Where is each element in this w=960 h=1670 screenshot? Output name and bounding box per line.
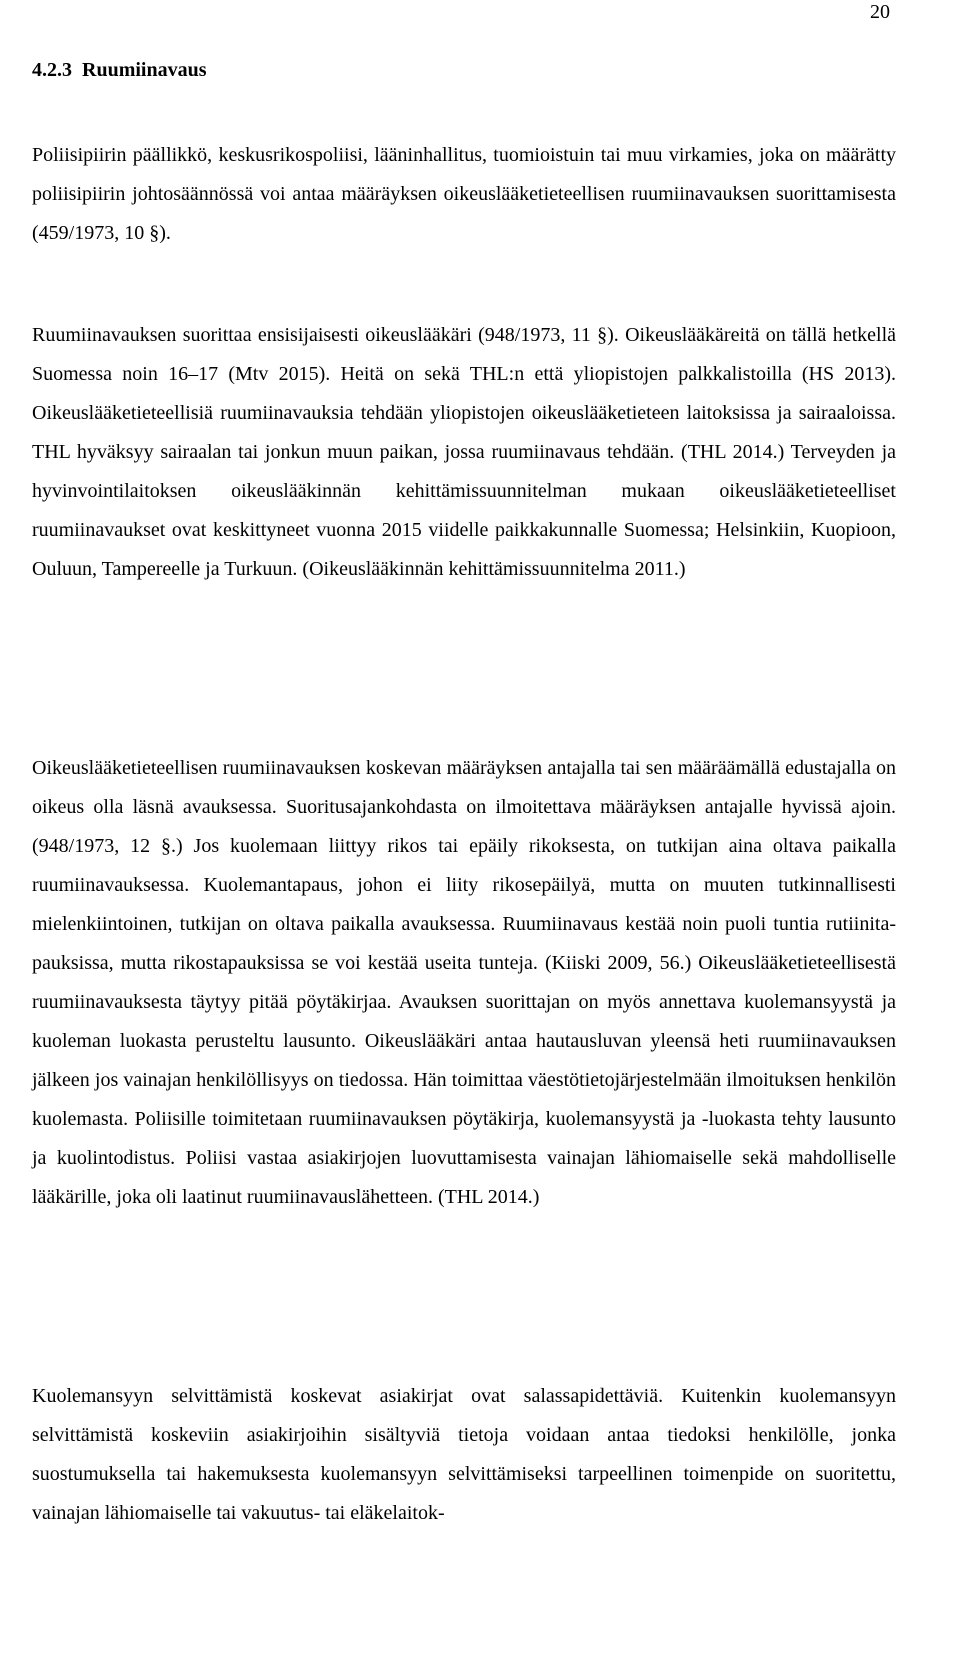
paragraph-autopsy-procedure: Oikeuslääketieteellisen ruumiinavauksen koskevan määräyksen antajalla tai sen määräämällä edustajalla on oikeus olla läsnä avauksessa. Suoritusajankohdasta on ilmoitettava määräyksen antajalle hyvissä ajoin. (948/1973, 12 §.) Jos kuolemaan liittyy rikos tai epäily rikoksesta, on tutkijan aina oltava paikalla ruumiinavauksessa. Kuolemantapaus, johon ei liity rikosepäilyä, mutta on muuten tutkinnallisesti mielenkiintoinen, tutkijan on oltava paikalla avauksessa. Ruumiinavaus kestää noin puoli tuntia rutiinitapauksissa, mutta rikostapauksissa se voi kestää useita tunteja. (Kiiski 2009, 56.) Oikeuslääketieteellisestä ruumiinavauksesta täytyy pitää pöytäkirjaa. Avauksen suorittajan on myös annettava kuolemansyystä ja kuoleman luokasta perusteltu lausunto. Oikeuslääkäri antaa hautausluvan yleensä heti ruumiinavauksen jälkeen jos vainajan henkilöllisyys on tiedossa. Hän toimittaa väestötietojärjestelmään ilmoituksen henkilön kuolemasta. Poliisille toimitetaan ruumiinavauksen pöytäkirja, kuolemansyystä ja -luokasta tehty lausunto ja kuolintodistus. Poliisi vastaa asiakirjojen luovuttamisesta vainajan lähiomaiselle sekä mahdolliselle lääkärille, joka oli laatinut ruumiinavauslähetteen. (THL 2014.) [32, 757, 896, 1208]
section-number: 4.2.3 [32, 59, 72, 81]
section-heading [32, 55, 207, 85]
section-title: Ruumiinavaus [82, 59, 207, 81]
paragraph-forensic-pathologists: Ruumiinavauksen suorittaa ensisijaisesti oikeuslääkäri (948/1973, 11 §). Oikeuslääkäreitä on tällä hetkellä Suomessa noin 16–17 (Mtv 2015). Heitä on sekä THL:n että yliopistojen palkkalistoilla (HS 2013). Oikeuslääketieteellisiä ruumiinavauksia tehdään yliopistojen oikeuslääketieteen laitoksissa ja sairaaloissa. THL hyväksyy sairaalan tai jonkun muun paikan, jossa ruumiinavaus tehdään. (THL 2014.) Terveyden ja hyvinvointilaitoksen oikeuslääkinnän kehittämissuunnitelman mukaan oikeuslääketieteelliset ruumiinavaukset ovat keskittyneet vuonna 2015 viidelle paikkakunnalle Suomessa; Helsinkiin, Kuopioon, Ouluun, Tampereelle ja Turkuun. (Oikeuslääkinnän kehittämissuunnitelma 2011.) [32, 324, 896, 580]
paragraph-autopsy-order: Poliisipiirin päällikkö, keskusrikospoliisi, lääninhallitus, tuomioistuin tai muu virkamies, joka on määrätty poliisipiirin johtosäännössä voi antaa määräyksen oikeuslääketieteellisen ruumiinavauksen suorittamisesta (459/1973, 10 §). [32, 144, 896, 244]
page-number: 20 [870, 1, 890, 23]
paragraph-confidentiality: Kuolemansyyn selvittämistä koskevat asiakirjat ovat salassapidettäviä. Kuitenkin kuolemansyyn selvittämistä koskeviin asiakirjoihin sisältyviä tietoja voidaan antaa tiedoksi henkilölle, jonka suostumuksella tai hakemuksesta kuolemansyyn selvittämiseksi tarpeellinen toimenpide on suoritettu, vainajan lähiomaiselle tai vakuutus- tai eläkelaitok- [32, 1385, 896, 1524]
